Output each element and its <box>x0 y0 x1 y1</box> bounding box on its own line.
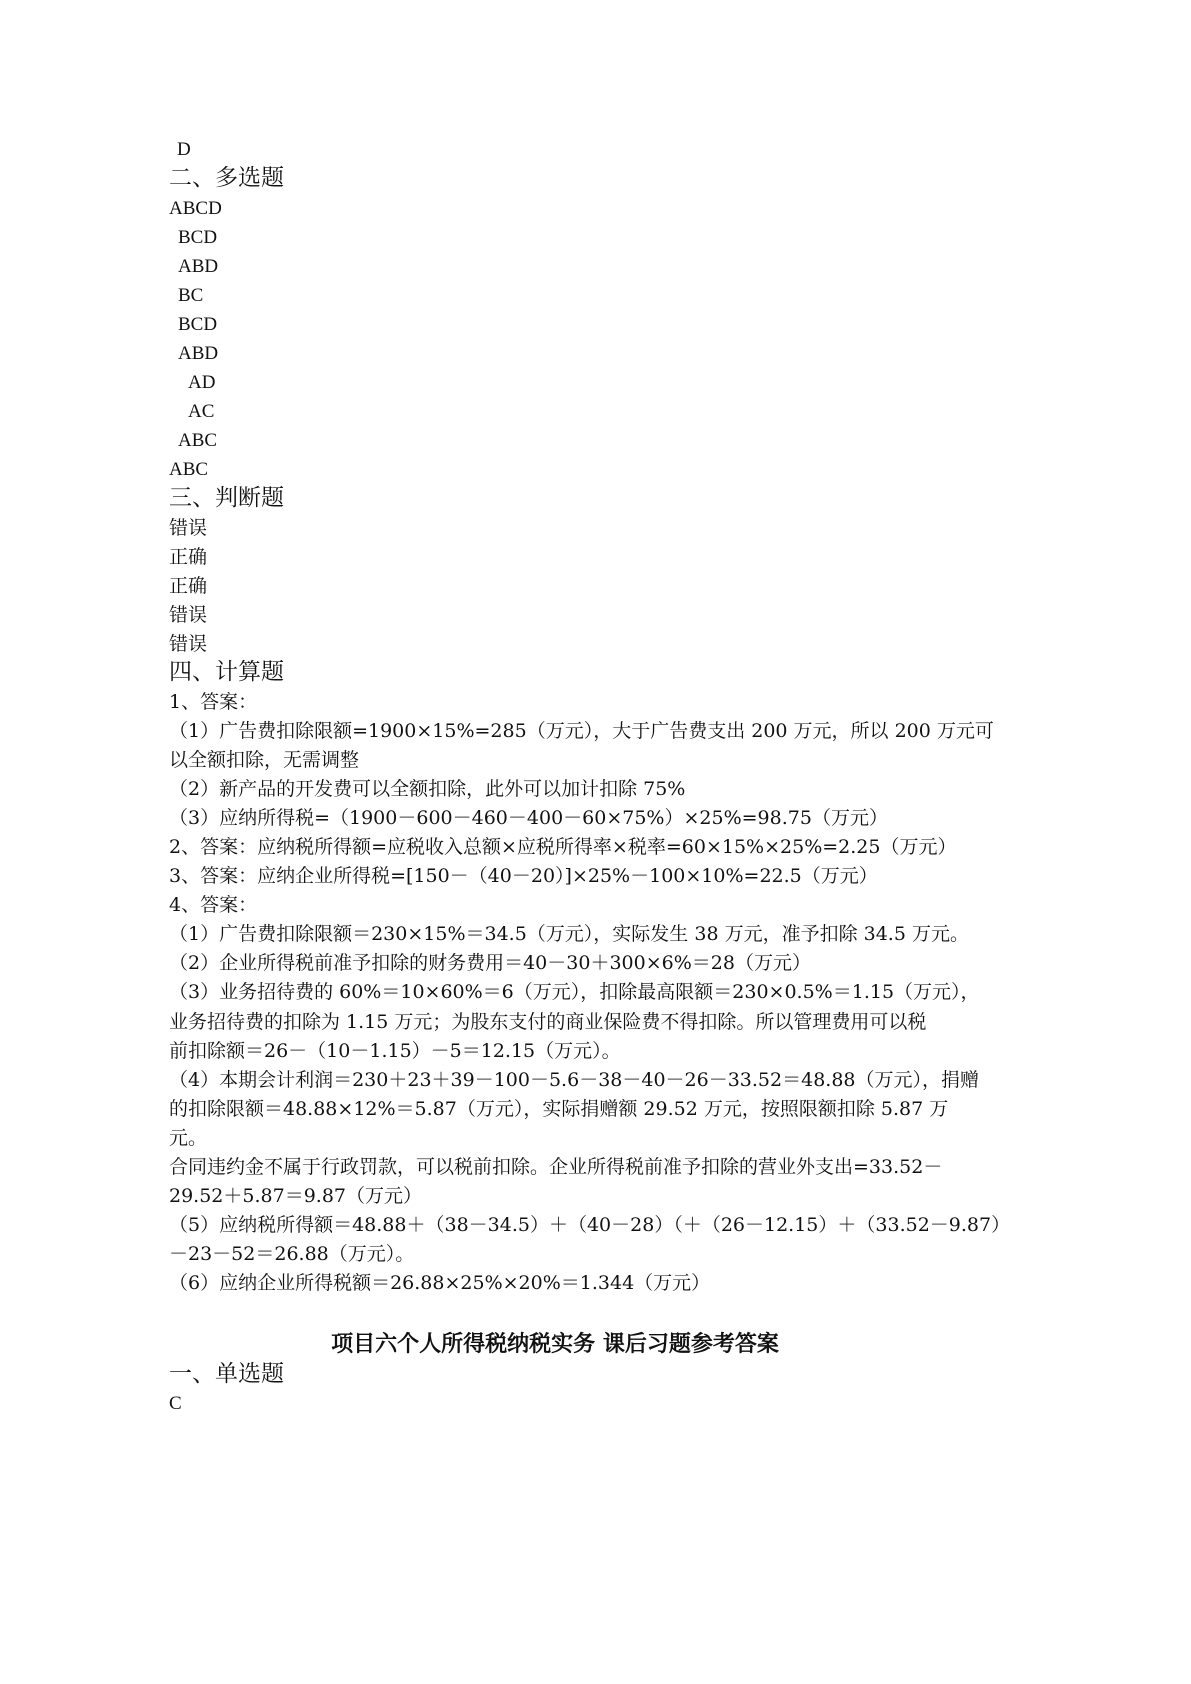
answer-line: ABCD <box>169 198 222 219</box>
answer-line: 错误 <box>169 633 208 655</box>
answer-line: BCD <box>178 314 218 335</box>
calc-line: 前扣除额＝26－（10－1.15）－5＝12.15（万元）。 <box>169 1040 621 1062</box>
answer-line: ABD <box>178 256 219 277</box>
calc-line: －23－52＝26.88（万元）。 <box>169 1243 415 1265</box>
calc-line: 3、答案：应纳企业所得税=[150－（40－20）]×25%－100×10%=22.5（万元） <box>169 865 878 887</box>
answer-line: AC <box>188 401 215 422</box>
answer-line: 正确 <box>169 575 208 597</box>
calc-line: （3）应纳所得税=（1900－600－460－400－60×75%）×25%=98.75（万元） <box>169 807 888 829</box>
calc-line: 1、答案： <box>169 691 258 713</box>
calc-line: 以全额扣除，无需调整 <box>169 749 360 771</box>
calc-line: （5）应纳税所得额＝48.88＋（38－34.5）＋（40－28）（＋（26－12.15）＋（33.52－9.87） <box>169 1214 1011 1236</box>
answer-line: AD <box>188 372 216 393</box>
answer-line: D <box>177 139 191 160</box>
calc-line: （2）新产品的开发费可以全额扣除，此外可以加计扣除 75% <box>169 778 686 800</box>
section-title: 项目六个人所得税纳税实务 课后习题参考答案 <box>331 1331 779 1357</box>
calc-line: 29.52＋5.87＝9.87（万元） <box>169 1185 423 1207</box>
answer-line: ABC <box>169 459 209 480</box>
calc-line: （1）广告费扣除限额＝230×15%＝34.5（万元），实际发生 38 万元，准予扣除 34.5 万元。 <box>169 923 969 945</box>
section-heading-multi: 二、多选题 <box>169 165 284 191</box>
calc-line: 2、答案：应纳税所得额=应税收入总额×应税所得率×税率=60×15%×25%=2.25（万元） <box>169 836 957 858</box>
answer-line: C <box>169 1393 182 1414</box>
calc-line: 元。 <box>169 1127 208 1149</box>
calc-line: 合同违约金不属于行政罚款，可以税前扣除。企业所得税前准予扣除的营业外支出=33.52－ <box>169 1156 943 1178</box>
section-heading-tf: 三、判断题 <box>169 485 284 511</box>
section-heading-calc: 四、计算题 <box>169 659 284 685</box>
calc-line: 业务招待费的扣除为 1.15 万元；为股东支付的商业保险费不得扣除。所以管理费用可以税 <box>169 1011 927 1033</box>
calc-line: 的扣除限额＝48.88×12%＝5.87（万元），实际捐赠额 29.52 万元，按照限额扣除 5.87 万 <box>169 1098 949 1120</box>
answer-line: ABC <box>178 430 218 451</box>
calc-line: 4、答案： <box>169 894 258 916</box>
calc-line: （6）应纳企业所得税额＝26.88×25%×20%＝1.344（万元） <box>169 1272 711 1294</box>
calc-line: （3）业务招待费的 60%＝10×60%＝6（万元），扣除最高限额＝230×0.5%＝1.15（万元）， <box>169 981 980 1003</box>
section-heading-single: 一、单选题 <box>169 1361 284 1387</box>
answer-line: ABD <box>178 343 219 364</box>
calc-line: （4）本期会计利润＝230＋23＋39－100－5.6－38－40－26－33.52＝48.88（万元），捐赠 <box>169 1069 980 1091</box>
answer-line: BC <box>178 285 204 306</box>
answer-line: 错误 <box>169 604 208 626</box>
calc-line: （2）企业所得税前准予扣除的财务费用＝40－30＋300×6%＝28（万元） <box>169 952 811 974</box>
calc-line: （1）广告费扣除限额=1900×15%=285（万元），大于广告费支出 200 万元，所以 200 万元可 <box>169 720 994 742</box>
answer-line: 正确 <box>169 546 208 568</box>
answer-line: 错误 <box>169 517 208 539</box>
answer-line: BCD <box>178 227 218 248</box>
